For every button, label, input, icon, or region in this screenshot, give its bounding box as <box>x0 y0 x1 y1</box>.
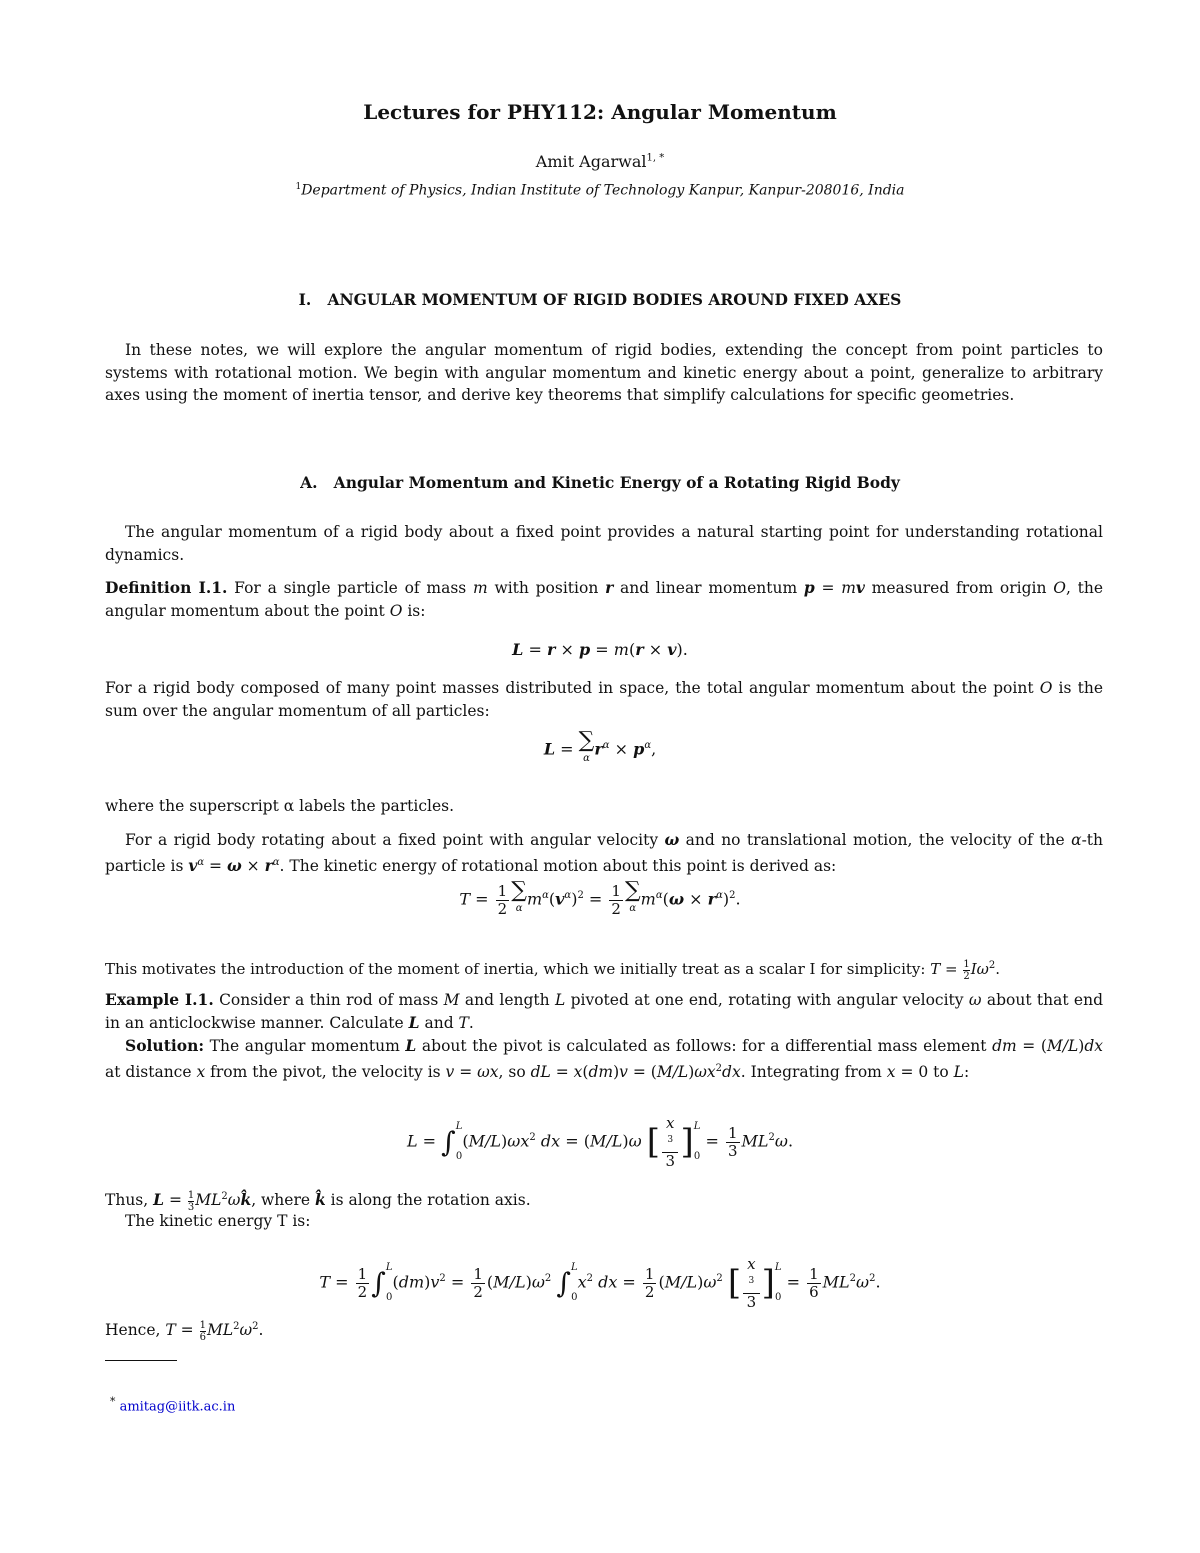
equation-total-angular-momentum: L = ∑ α $r^\alpha \times p^\alpha$, <box>543 728 657 764</box>
footnote-rule <box>105 1360 177 1361</box>
paragraph-thus: Thus, L = $\frac{1}{3}$ $ML^2\omega k̂$, where k̂ is along the rotation axis. <box>105 1189 531 1213</box>
intro-paragraph: In these notes, we will explore the angular momentum of rigid bodies, extending the concept from point particles to systems with rotational motion. We begin with angular momentum and kinetic energy about a point, generalize to arbitrary axes using the moment of inertia tensor, and derive key theorems that simplify calculations for specific geometries. <box>105 341 1103 404</box>
where-paragraph: where the superscript α labels the particles. <box>105 797 455 815</box>
equation-kinetic-energy-sum: T = $\frac{1}{2}$ ∑ α $m^\alpha(v^\alpha)^2$ = $\frac{1}{2}$ ∑ α $m^\alpha(\omega \times r^\alpha)^2$. <box>459 878 741 918</box>
example-paragraph: Example I.1. Consider a thin rod of mass M and length L pivoted at one end, rotating with angular velocity ω about that end in an anticlockwise manner. Calculate L and T. <box>105 990 1103 1032</box>
paragraph-rigid-body-intro: The angular momentum of a rigid body about a fixed point provides a natural starting point for understanding rotational dynamics. <box>105 523 1103 564</box>
paragraph-velocity: For a rigid body rotating about a fixed point with angular velocity ω and no translational motion, the velocity of the α-th particle is $v^\alpha = \omega \times r^\alpha$. The kinetic energy of rotational motion about this point is derived as: <box>105 830 1104 875</box>
author-line <box>0 152 1200 171</box>
example-label: Example I.1. <box>105 990 214 1009</box>
affiliation-text: Department of Physics, Indian Institute of Technology Kanpur, Kanpur-208016, India <box>301 182 905 199</box>
equation-kinetic-energy-rod: T = $\frac{1}{2}$ ∫ L 0 $(dm)v^2$ = $\frac{1}{2}$ $(M/L)\omega^2$ ∫ L 0 $x^2$ dx = $\frac{1}{2}$ $(M/L)\omega^2$ [ x $^3$ 3 ] L 0 = $\frac{1}{6}$ $ML^2\omega^2$. <box>319 1254 881 1311</box>
equation-angular-momentum-particle: L = r × p = m(r × v). <box>512 640 688 659</box>
definition-label: Definition I.1. <box>105 578 228 597</box>
affiliation-mark: 1 <box>295 182 302 192</box>
paragraph-hence: Hence, T = $\frac{1}{6}$ $ML^2\omega^2$. <box>105 1319 264 1343</box>
email-link[interactable]: amitag@iitk.ac.in <box>119 1399 236 1415</box>
author-marks: 1, * <box>646 152 665 164</box>
affiliation-line <box>0 182 1200 199</box>
motivate-text: This motivates the introduction of the moment of inertia, which we initially treat as a scalar I for simplicity: <box>105 960 926 978</box>
paragraph-rigid-body-sum: For a rigid body composed of many point masses distributed in space, the total angular momentum about the point O is the sum over the angular momentum of all particles: <box>105 679 1103 720</box>
footnote <box>110 1395 235 1414</box>
author-name: Amit Agarwal <box>535 152 647 171</box>
subsection-heading: A. Angular Momentum and Kinetic Energy of a Rotating Rigid Body <box>300 473 900 492</box>
definition-paragraph: Definition I.1. For a single particle of mass m with position r and linear momentum p = mv measured from origin O, the angular momentum about the point O is: <box>105 578 1104 620</box>
kinetic-intro: The kinetic energy T is: <box>125 1212 311 1230</box>
equation-angular-momentum-rod: L = ∫ L 0 $(M/L)\omega x^2$ dx = (M/L)ω [ x $^3$ 3 ] L 0 = $\frac{1}{3}$ $ML^2\omega$. <box>406 1113 794 1170</box>
paragraph-moment-of-inertia: This motivates the introduction of the moment of inertia, which we initially treat as a scalar I for simplicity: T = $\frac{1}{2}$ $I\omega^2$. <box>105 958 1001 982</box>
solution-paragraph: Solution: The angular momentum L about the pivot is calculated as follows: for a differential mass element dm = (M/L)dx at distance x from the pivot, the velocity is v = ωx, so dL = $x(dm)v = (M/L)\omega x^2dx$. Integrating from x = 0 to L: <box>105 1036 1104 1081</box>
solution-label: Solution: <box>125 1036 205 1055</box>
paper-title: Lectures for PHY112: Angular Momentum <box>363 100 837 124</box>
footnote-mark: * <box>110 1395 116 1408</box>
section-heading: I. ANGULAR MOMENTUM OF RIGID BODIES AROUND FIXED AXES <box>298 290 902 309</box>
